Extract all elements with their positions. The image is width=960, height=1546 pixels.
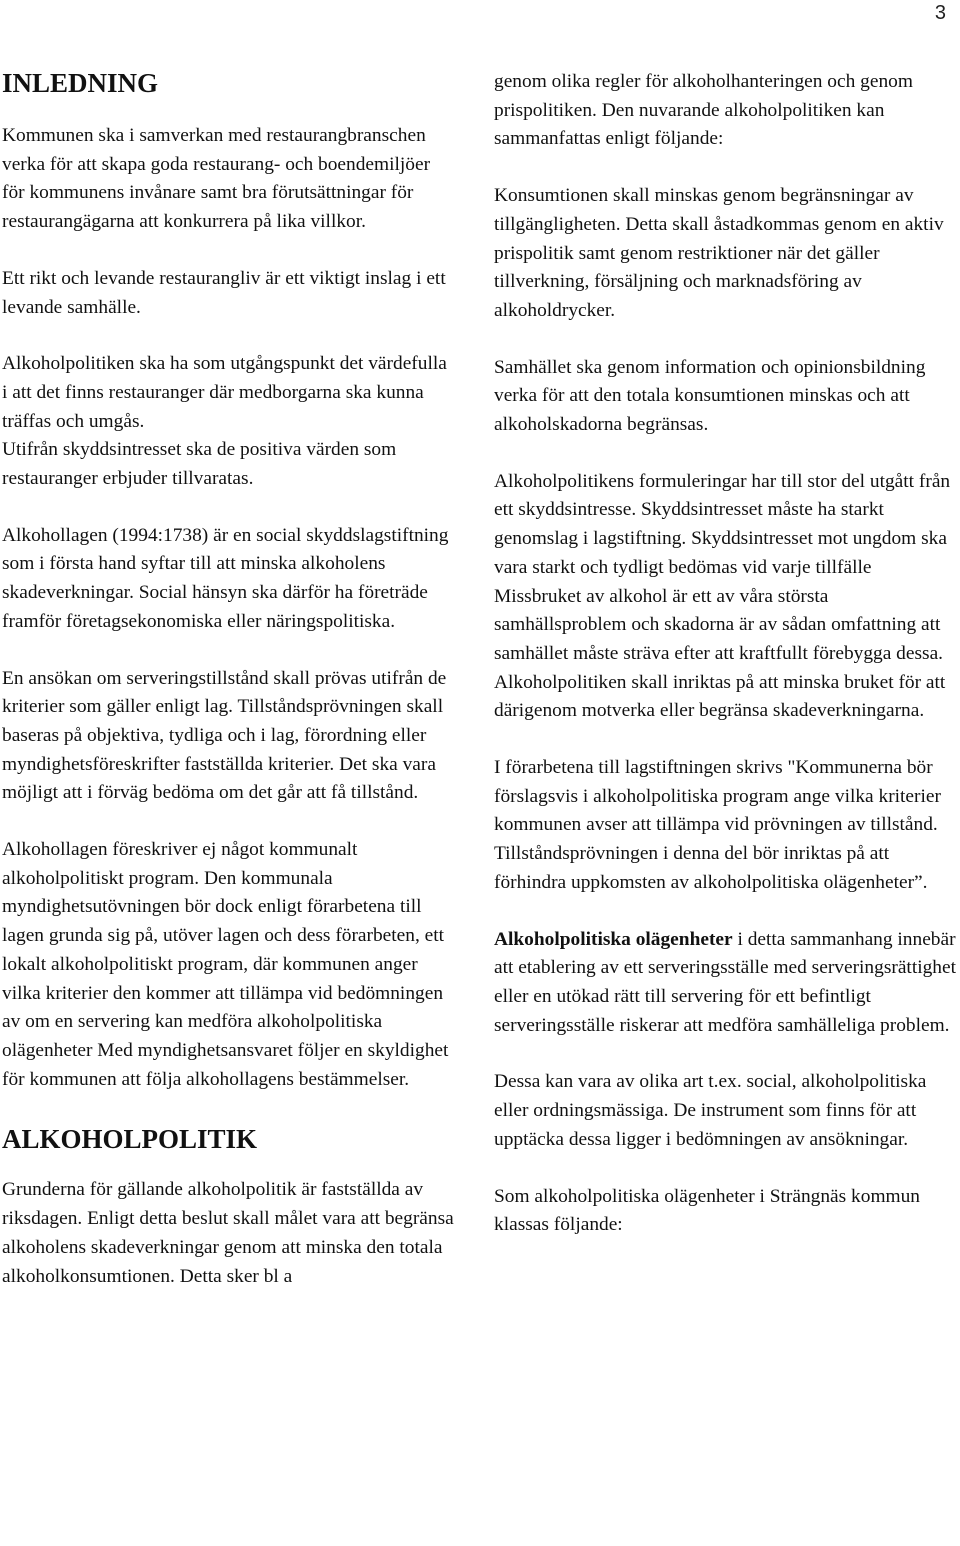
- paragraph: Utifrån skyddsintresset ska de positiva värden som restauranger erbjuder tillvaratas.: [2, 439, 397, 490]
- paragraph: Som alkoholpolitiska olägenheter i Strängnäs kommun klassas följande:: [494, 1185, 920, 1236]
- term-bold: Alkoholpolitiska olägenheter: [494, 928, 733, 950]
- paragraph-olagenheter: [494, 926, 956, 1041]
- paragraph: Alkohollagen föreskriver ej något kommunalt alkoholpolitiskt program. Den kommunala myndighetsutövningen bör dock enligt förarbetena till lagen grunda sig på, utöver lagen och dess förarbeten, ett lokalt alkoholpolitiskt program, där kommunen anger vilka kriterier den kommer att tillämpa vid bedömningen av om en servering kan medföra alkoholpolitiska olägenheter Med myndighetsansvaret följer en skyldighet för kommunen att följa alkohollagens bestämmelser.: [2, 839, 449, 1090]
- paragraph: I förarbetena till lagstiftningen skrivs "Kommunerna bör förslagsvis i alkoholpolitiska program ange vilka kriterier kommunen avser att tillämpa vid prövningen av tillstånd. Tillståndsprövningen i denna del bör inriktas på att förhindra uppkomsten av alkoholpolitiska olägenheter”.: [494, 757, 941, 893]
- page-number: 3: [934, 2, 946, 24]
- paragraph: Kommunen ska i samverkan med restaurangbranschen verka för att skapa goda restaurang- och boendemiljöer för kommunens invånare samt bra förutsättningar för restaurangägarna att konkurrera på lika villkor.: [2, 125, 431, 233]
- heading-alkoholpolitik: ALKOHOLPOLITIK: [2, 1124, 258, 1155]
- paragraph: Grunderna för gällande alkoholpolitik är fastställda av riksdagen. Enligt detta beslut skall målet vara att begränsa alkoholens skadeverkningar genom att minska den totala alkoholkonsumtionen. Detta sker bl a: [2, 1179, 454, 1287]
- paragraph: Samhället ska genom information och opinionsbildning verka för att den totala konsumtionen minskas och att alkoholskadorna begränsas.: [494, 356, 926, 436]
- paragraph: Alkoholpolitikens formuleringar har till stor del utgått från ett skyddsintresse. Skyddsintresset måste ha starkt genomslag i lagstiftning. Skyddsintresset mot ungdom ska vara starkt och tydligt bedömas vid varje tillfälle Missbruket av alkohol är ett av våra största samhällsproblem och skadorna är av sådan omfattning att samhället måste sträva efter att kraftfullt förebygga dessa. Alkoholpolitiken skall inriktas på att minska bruket för att därigenom motverka eller begränsa skadeverkningarna.: [494, 470, 951, 722]
- paragraph: Konsumtionen skall minskas genom begränsningar av tillgängligheten. Detta skall åstadkommas genom en aktiv prispolitik samt genom restriktioner när det gäller tillverkning, försäljning och marknadsföring av alkoholdrycker.: [494, 185, 944, 321]
- term-definition: i detta sammanhang innebär att etablering av ett serveringsställe med serveringsrättighet eller en utökad rätt till servering för ett befintligt serveringsställe riskerar att medföra samhälleliga problem.: [494, 928, 956, 1036]
- paragraph: Alkohollagen (1994:1738) är en social skyddslagstiftning som i första hand syftar till att minska alkoholens skadeverkningar. Social hänsyn ska därför ha företräde framför företagsekonomiska eller näringspolitiska.: [2, 524, 449, 632]
- heading-inledning: INLEDNING: [2, 68, 159, 98]
- left-column: [2, 66, 454, 1319]
- paragraph: En ansökan om serveringstillstånd skall prövas utifrån de kriterier som gäller enligt lag. Tillståndsprövningen skall baseras på objektiva, tydliga och i lag, förordning eller myndighetsföreskrifter fastställda kriterier. Det ska vara möjligt att i förväg bedöma om det går att få tillstånd.: [2, 667, 447, 804]
- paragraph: Dessa kan vara av olika art t.ex. social, alkoholpolitiska eller ordningsmässiga. De instrument som finns för att upptäcka dessa ligger i bedömningen av ansökningar.: [494, 1071, 927, 1150]
- paragraph: Ett rikt och levande restaurangliv är ett viktigt inslag i ett levande samhälle.: [2, 267, 446, 318]
- paragraph: genom olika regler för alkoholhanteringen och genom prispolitiken. Den nuvarande alkoholpolitiken kan sammanfattas enligt följande:: [494, 71, 913, 150]
- paragraph: Alkoholpolitiken ska ha som utgångspunkt det värdefulla i att det finns restauranger där medborgarna ska kunna träffas och umgås.: [2, 353, 447, 432]
- right-column: [494, 68, 956, 1268]
